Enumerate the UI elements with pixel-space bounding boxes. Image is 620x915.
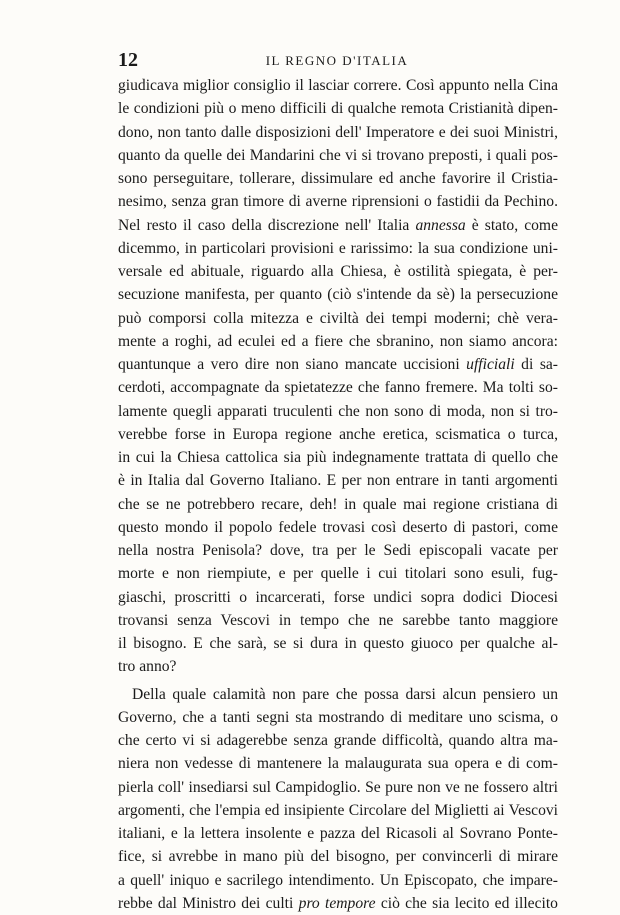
running-head bbox=[118, 48, 556, 72]
text-line: argomenti, che l'empia ed insipiente Circolare del Miglietti ai Vescovi bbox=[118, 799, 558, 822]
text-line: pierla coll' insediarsi sul Campidoglio. Se pure non ve ne fossero altri bbox=[118, 776, 558, 799]
text-segment: ciò che sia lecito ed illecito bbox=[376, 895, 558, 912]
text-segment: rebbe dal Ministro dei culti bbox=[118, 895, 293, 912]
text-line: secuzione manifesta, per quanto (ciò s'intende da sè) la persecuzione bbox=[118, 283, 558, 306]
text-line: nella nostra Penisola? dove, tra per le Sedi episcopali vacate per bbox=[118, 539, 558, 562]
text-segment: quantunque a vero dire non siano mancate uccisioni bbox=[118, 356, 460, 373]
running-title: IL REGNO D'ITALIA bbox=[118, 52, 556, 70]
emphasis-ufficiali: ufficiali bbox=[466, 356, 515, 373]
text-line: sono perseguitare, tollerare, dissimulare ed anche favorire il Cristia- bbox=[118, 167, 558, 190]
body-text bbox=[118, 74, 558, 915]
text-line: niera non vedesse di mantenere la malaugurata sua opera e di com- bbox=[118, 752, 558, 775]
text-line: tro anno? bbox=[118, 655, 558, 678]
text-line bbox=[118, 214, 558, 237]
text-line: questo mondo il popolo fedele trovasi così deserto di pastori, come bbox=[118, 516, 558, 539]
text-line: giaschi, proscritti o incarcerati, forse undici sopra dodici Diocesi bbox=[118, 586, 558, 609]
text-line: mente a roghi, ad eculei ed a fiere che sbranino, non siamo ancora: bbox=[118, 330, 558, 353]
text-line: verebbe forse in Europa regione anche eretica, scismatica o turca, bbox=[118, 423, 558, 446]
text-line: può comporsi colla mitezza e civiltà dei tempi moderni; chè vera- bbox=[118, 307, 558, 330]
text-segment: è stato, come bbox=[466, 217, 558, 234]
text-line: che se ne potrebbero recare, deh! in quale mai regione cristiana di bbox=[118, 493, 558, 516]
text-line: morte e non riempiute, e per quelle i cui titolari sono esuli, fug- bbox=[118, 562, 558, 585]
emphasis-pro-tempore: pro tempore bbox=[299, 895, 376, 912]
text-line: in cui la Chiesa cattolica sia più indegnamente trattata di quello che bbox=[118, 446, 558, 469]
text-line: che certo vi si adagerebbe senza grande difficoltà, quando altra ma- bbox=[118, 729, 558, 752]
text-line: quanto da quelle dei Mandarini che vi si trovano preposti, i quali pos- bbox=[118, 144, 558, 167]
text-line: italiani, e la lettera insolente e pazza del Ricasoli al Sovrano Ponte- bbox=[118, 822, 558, 845]
text-line: cerdoti, accompagnate da spietatezze che fanno fremere. Ma tolti so- bbox=[118, 376, 558, 399]
text-line: nesimo, senza gran timore di averne riprensioni o fastidii da Pechino. bbox=[118, 190, 558, 213]
text-line: versale ed abituale, riguardo alla Chiesa, è ostilità spiegata, è per- bbox=[118, 260, 558, 283]
text-line: dono, non tanto dalle disposizioni dell' Imperatore e dei suoi Ministri, bbox=[118, 121, 558, 144]
paragraph-2 bbox=[118, 683, 558, 915]
text-line: Della quale calamità non pare che possa darsi alcun pensiero un bbox=[118, 683, 558, 706]
page-number: 12 bbox=[118, 48, 138, 72]
text-line: lamente quegli apparati truculenti che non sono di moda, non si tro- bbox=[118, 400, 558, 423]
text-line: dicemmo, in particolari provisioni e rarissimo: la sua condizione uni- bbox=[118, 237, 558, 260]
text-segment: di sa- bbox=[515, 356, 558, 373]
text-line: Governo, che a tanti segni sta mostrando di meditare uno scisma, o bbox=[118, 706, 558, 729]
text-line bbox=[118, 892, 558, 915]
text-line: a quell' iniquo e sacrilego intendimento. Un Episcopato, che impare- bbox=[118, 869, 558, 892]
text-line: fice, si avrebbe in mano più del bisogno, per convincerli di mirare bbox=[118, 845, 558, 868]
text-line bbox=[118, 353, 558, 376]
text-segment: Nel resto il caso della discrezione nell' Italia bbox=[118, 217, 409, 234]
text-line: è in Italia dal Governo Italiano. E per non entrare in tanti argomenti bbox=[118, 469, 558, 492]
text-line: trovansi senza Vescovi in tempo che ne sarebbe tanto maggiore bbox=[118, 609, 558, 632]
paragraph-1 bbox=[118, 74, 558, 679]
emphasis-annessa: annessa bbox=[415, 217, 465, 234]
text-line: giudicava miglior consiglio il lasciar correre. Così appunto nella Cina bbox=[118, 74, 558, 97]
text-line: le condizioni più o meno difficili di qualche remota Cristianità dipen- bbox=[118, 97, 558, 120]
text-line: il bisogno. E che sarà, se si dura in questo giuoco per qualche al- bbox=[118, 632, 558, 655]
